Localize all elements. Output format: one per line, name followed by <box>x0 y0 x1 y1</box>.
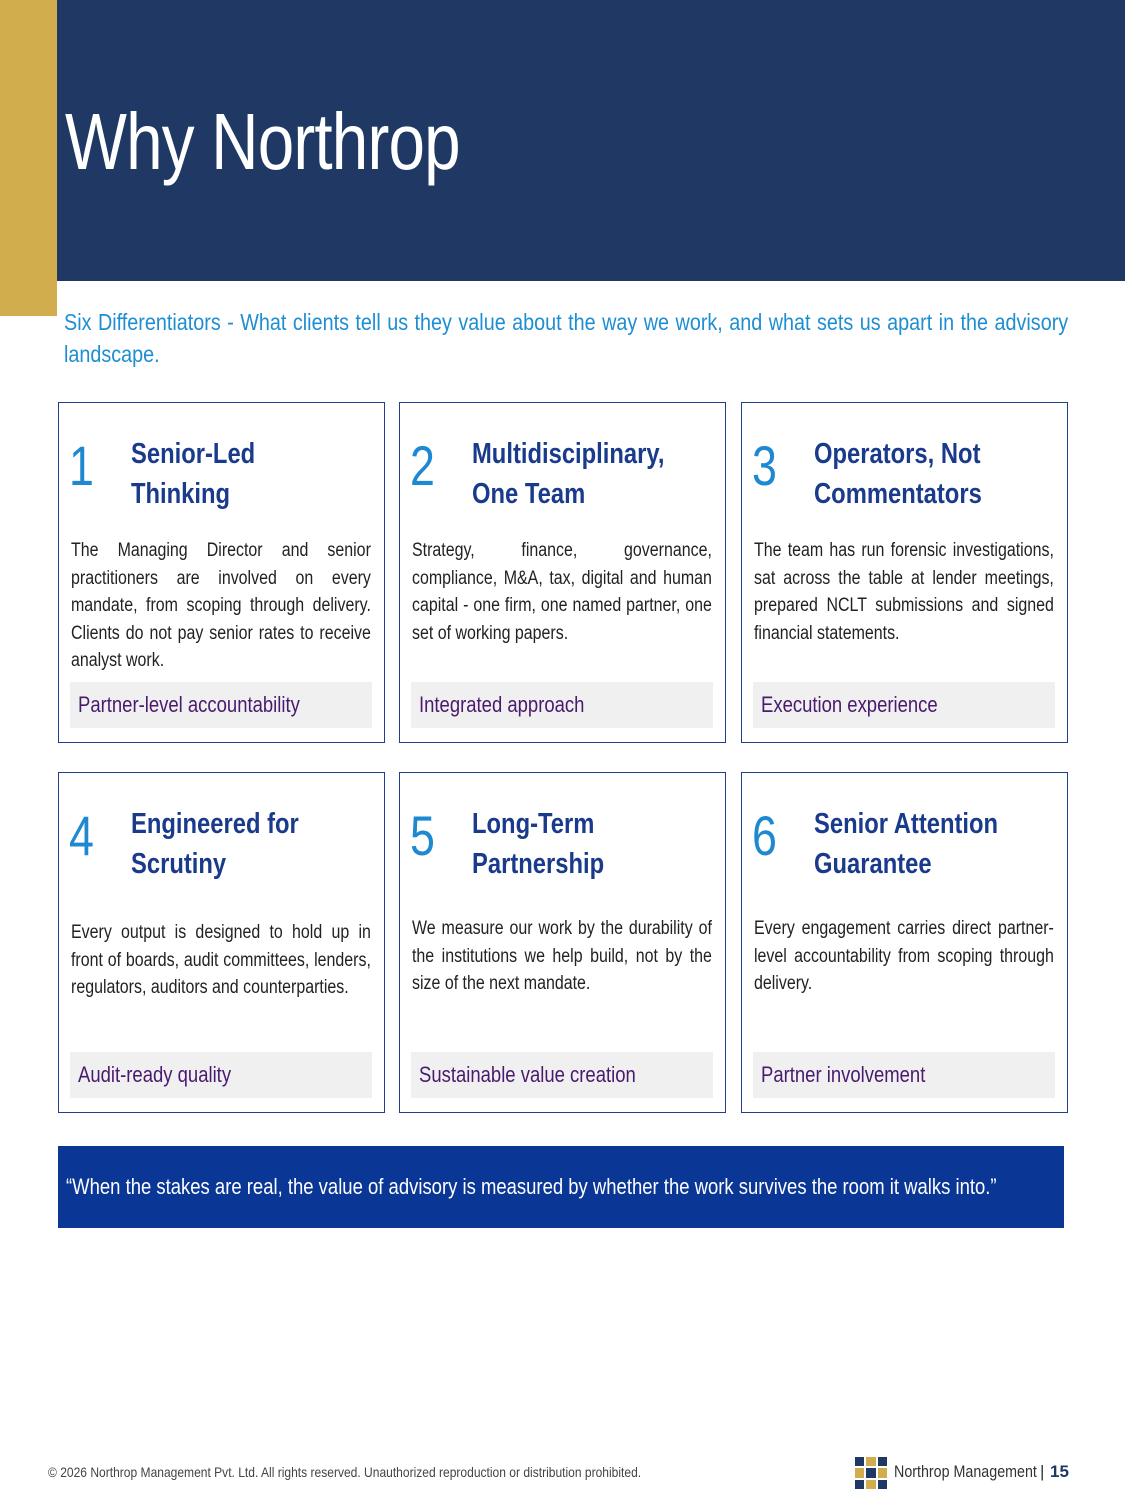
card-tag-text: Partner-level accountability <box>78 692 300 717</box>
footer-separator: | <box>1040 1462 1045 1481</box>
differentiator-card-3 <box>741 402 1068 743</box>
quote-text: “When the stakes are real, the value of advisory is measured by whether the work survives the room it walks into.” <box>66 1174 997 1199</box>
card-description <box>71 537 371 675</box>
differentiator-card-4 <box>58 772 385 1113</box>
footer-brand <box>894 1462 1064 1482</box>
card-tag-text: Sustainable value creation <box>419 1062 636 1087</box>
card-number: 6 <box>752 804 777 867</box>
page-header <box>57 0 1125 281</box>
card-tag <box>753 682 1055 728</box>
card-title <box>814 799 1064 889</box>
card-tag <box>70 1052 372 1098</box>
card-tag <box>753 1052 1055 1098</box>
card-description-text: We measure our work by the durability of the institutions we help build, not by the size of the next mandate. <box>412 918 712 994</box>
copyright-text: © 2026 Northrop Management Pvt. Ltd. All rights reserved. Unauthorized reproduction or distribution prohibited. <box>48 1464 642 1480</box>
card-description-text: Every engagement carries direct partner-level accountability from scoping through delivery. <box>754 918 1054 994</box>
card-tag-text: Execution experience <box>761 692 938 717</box>
card-title-text: Operators, Not Commentators <box>814 438 982 510</box>
card-description-text: The Managing Director and senior practitioners are involved on every mandate, from scoping through delivery. Clients do not pay senior rates to receive analyst work. <box>71 540 371 671</box>
card-description-text: Strategy, finance, governance, compliance, M&A, tax, digital and human capital - one firm, one named partner, one set of working papers. <box>412 540 712 644</box>
card-title <box>131 429 381 519</box>
gold-accent-bar <box>0 0 57 316</box>
card-description <box>71 919 371 1002</box>
brand-text: Northrop Management <box>894 1462 1037 1481</box>
card-title-text: Senior Attention Guarantee <box>814 808 999 880</box>
card-description <box>412 537 712 647</box>
card-tag-text: Integrated approach <box>419 692 585 717</box>
differentiator-card-5 <box>399 772 726 1113</box>
northrop-grid-logo-icon <box>855 1457 887 1489</box>
footer-copyright <box>48 1464 738 1480</box>
card-title <box>472 429 722 519</box>
subtitle-text: Six Differentiators - What clients tell us they value about the way we work, and what sets us apart in the advisory landscape. <box>64 309 1069 367</box>
page-title: Why Northrop <box>65 97 460 186</box>
page-number: 15 <box>1050 1462 1069 1481</box>
page-subtitle <box>64 306 1068 370</box>
card-tag-text: Partner involvement <box>761 1062 926 1087</box>
card-number: 2 <box>410 434 435 497</box>
card-title <box>472 799 722 889</box>
card-title-text: Engineered for Scrutiny <box>131 808 299 880</box>
card-description-text: Every output is designed to hold up in front of boards, audit committees, lenders, regulators, auditors and counterparties. <box>71 922 371 998</box>
card-description <box>754 915 1054 998</box>
card-title-text: Multidisciplinary, One Team <box>472 438 665 510</box>
card-title-text: Senior-Led Thinking <box>131 438 256 510</box>
differentiator-card-6 <box>741 772 1068 1113</box>
card-number: 5 <box>410 804 435 867</box>
differentiator-card-1 <box>58 402 385 743</box>
card-description-text: The team has run forensic investigations, sat across the table at lender meetings, prepared NCLT submissions and signed financial statements. <box>754 540 1054 644</box>
card-tag <box>411 1052 713 1098</box>
card-number: 4 <box>69 804 94 867</box>
card-title <box>814 429 1064 519</box>
quote-banner <box>58 1146 1064 1228</box>
card-title <box>131 799 381 889</box>
card-number: 3 <box>752 434 777 497</box>
card-description <box>412 915 712 998</box>
card-tag <box>411 682 713 728</box>
card-title-text: Long-Term Partnership <box>472 808 605 880</box>
card-tag-text: Audit-ready quality <box>78 1062 232 1087</box>
card-description <box>754 537 1054 647</box>
card-tag <box>70 682 372 728</box>
card-number: 1 <box>69 434 94 497</box>
differentiator-card-2 <box>399 402 726 743</box>
